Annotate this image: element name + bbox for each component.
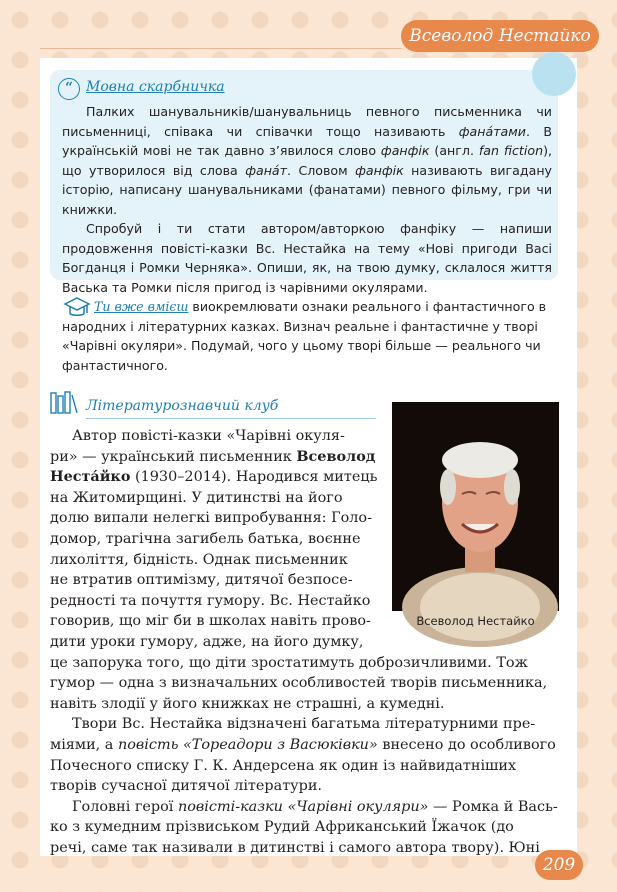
text-line: письменниці, співака чи співачки тощо називають bbox=[62, 123, 459, 139]
text: ри» — український письменник bbox=[50, 448, 297, 465]
text-line: шанувальниками (фанатами) певного фільму, гри чи книжки. bbox=[62, 182, 553, 217]
text: (1930–2014). Народився митець bbox=[130, 469, 378, 486]
text-line: Палких шанувальників/шанувальниць певного письменника чи bbox=[86, 104, 552, 119]
text-line bbox=[50, 447, 380, 468]
box-corner-decoration bbox=[532, 52, 576, 96]
skill-lead: Ти вже вмієш bbox=[94, 299, 189, 314]
text-line: навіть злодії у його книжках не страшні, а кумедні. bbox=[50, 695, 445, 712]
text-line: редності та почуття гумору. Вс. Нестайко bbox=[50, 592, 371, 609]
running-header: Всеволод Нестайко bbox=[401, 20, 599, 52]
vocab-box-text bbox=[62, 102, 552, 297]
paragraph bbox=[62, 102, 552, 219]
term: фанфік bbox=[380, 143, 430, 158]
text-line: Почесного списку Г. К. Андерсена як один із найвидатніших bbox=[50, 757, 517, 774]
text-line: «Чарівні окуляри». Подумай, чого у цьому творі більше — реального чи bbox=[62, 338, 541, 353]
club-title: Літературознавчий клуб bbox=[86, 398, 279, 414]
books-icon bbox=[50, 390, 78, 414]
text-line: від слова bbox=[172, 162, 246, 178]
emphasis: повісті-казки «Чарівні окуляри» bbox=[177, 798, 429, 815]
text-line: домор, трагічна загибель батька, воєнне bbox=[50, 530, 361, 547]
text-line: . В українській bbox=[62, 123, 552, 158]
club-title-underline bbox=[86, 418, 376, 419]
text-line: народних і літературних казках. Визнач реальне і фантастичне у творі bbox=[62, 318, 538, 334]
text: — Ромка й Вась- bbox=[428, 798, 558, 815]
text-line: Твори Вс. Нестайка відзначені багатьма літературними пре- bbox=[72, 716, 536, 733]
text-line: дити уроки гумору, адже, на його думку, bbox=[50, 633, 364, 650]
text: виокремлювати ознаки реального і фантастичного в bbox=[188, 299, 547, 314]
text-line: фантастичного. bbox=[62, 357, 168, 373]
text-line: . Словом bbox=[287, 162, 356, 178]
text-line: говорив, що міг би в школах навіть прово- bbox=[50, 613, 371, 630]
page-number: 209 bbox=[535, 850, 583, 880]
emphasis: повість «Тореадори з Васюківки» bbox=[117, 736, 378, 753]
term: фанфік bbox=[355, 162, 404, 178]
text-line: творів сучасної дитячої літератури. bbox=[50, 778, 322, 795]
vocab-box-title: Мовна скарбничка bbox=[86, 79, 225, 95]
text-line: мові не так давно з’явилося слово bbox=[143, 143, 381, 158]
quote-icon: “ bbox=[58, 78, 80, 100]
text-line: Автор повісті-казки «Чарівні окуля- bbox=[72, 428, 345, 444]
text-line: лихоліття, бідність. Однак письменник bbox=[50, 551, 348, 568]
main-text bbox=[50, 426, 558, 858]
term: фанáт bbox=[245, 162, 287, 178]
text-line: повісті-казки Вс. Нестайка на тему «Нові пригоди Васі Богданця і Ромки bbox=[62, 240, 552, 275]
text-line: речі, саме так називали в дитинстві і самого автора твору). Юні bbox=[50, 839, 540, 856]
term: fan fiction bbox=[478, 143, 544, 158]
text: внесено до особливого bbox=[377, 736, 556, 753]
text-line bbox=[62, 297, 560, 317]
text: міями, а bbox=[50, 736, 118, 753]
text-line: Спробуй і ти стати автором/авторкою фанфіку — напиши продовження bbox=[62, 221, 552, 256]
text: Головні герої bbox=[72, 798, 178, 815]
text-line bbox=[50, 735, 558, 756]
text-line: після пригод із чарівними окулярами. bbox=[175, 279, 428, 295]
text-line: гумор — одна з визначальних особливостей творів письменника, bbox=[50, 675, 548, 692]
text-line: не втратив оптимізму, дитячої безпосе- bbox=[50, 572, 353, 589]
author-name: Неста́йко bbox=[50, 468, 131, 486]
text-line: долю випали нелегкі випробування: Голо- bbox=[50, 510, 372, 527]
text-line: ), що утворилося bbox=[62, 143, 552, 178]
paragraph bbox=[62, 219, 552, 297]
photo-caption: Всеволод Нестайко bbox=[416, 614, 535, 628]
text-line: (англ. bbox=[429, 143, 479, 158]
author-name: Всеволод bbox=[296, 447, 376, 465]
text-line bbox=[50, 797, 558, 818]
skill-block bbox=[62, 297, 560, 375]
text-line: це запорука того, що діти зростатимуть доброзичливими. Тож bbox=[50, 654, 528, 671]
vocab-box bbox=[50, 70, 558, 295]
header-rule bbox=[40, 48, 402, 49]
text-line: Черняка». Опиши, як, на твою думку, склалося життя Васька та Ромки bbox=[62, 260, 552, 295]
text-line: називають вигадану історію, написану bbox=[62, 162, 553, 197]
term: фанáтами bbox=[458, 123, 526, 139]
text-line: ко з кумедним прізвиськом Рудий Африканський Їжачок (до bbox=[50, 819, 514, 836]
text-line: на Житомирщині. У дитинстві на його bbox=[50, 489, 343, 506]
text-line bbox=[50, 467, 380, 488]
